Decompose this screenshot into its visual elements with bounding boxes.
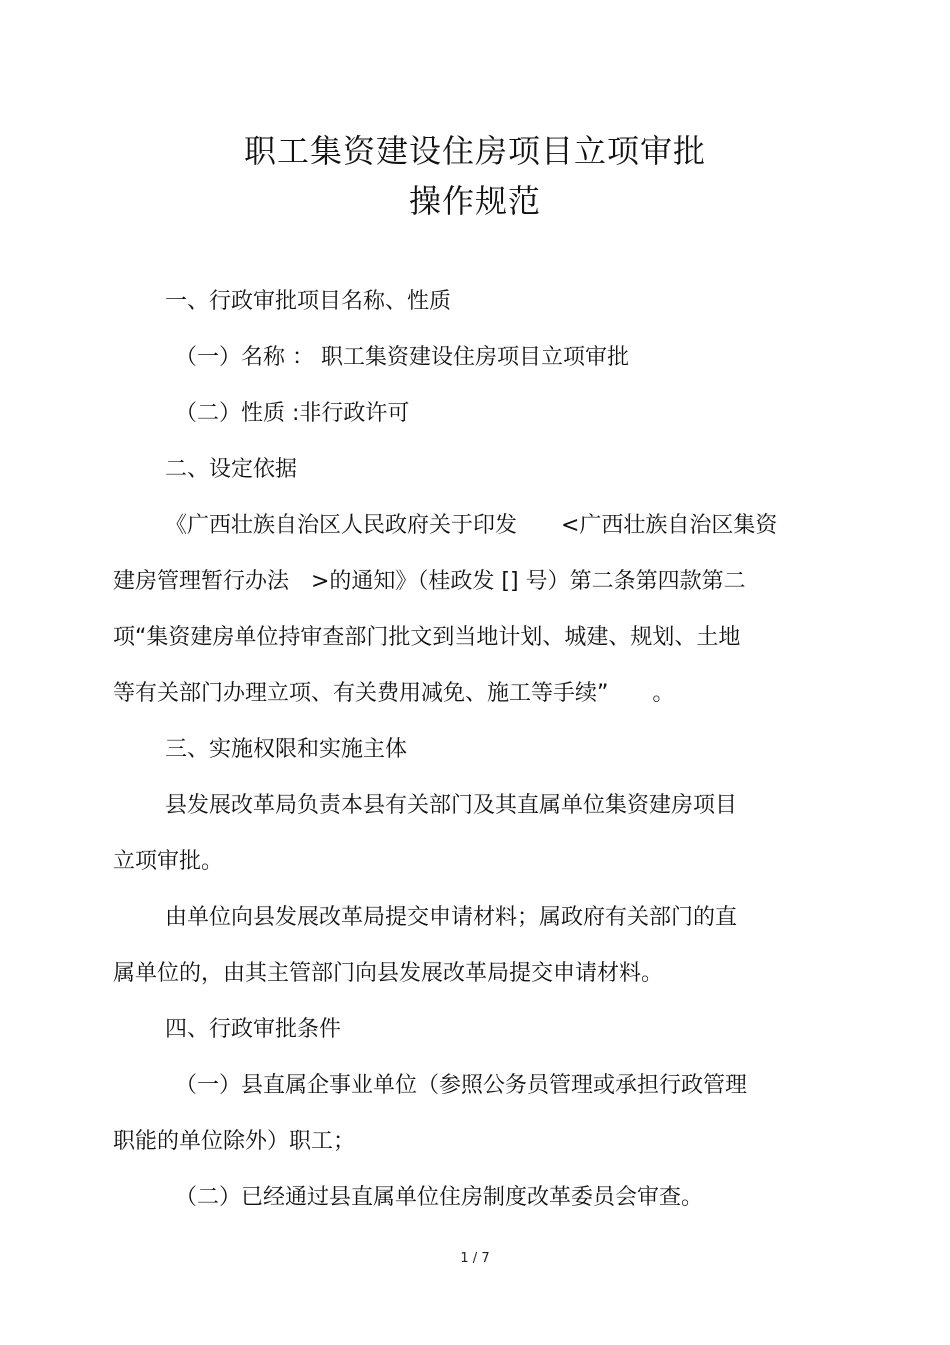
section-heading-1: 一、行政审批项目名称、性质 (165, 289, 452, 314)
paragraph-line: 等有关部门办理立项、有关费用减免、施工等手续” 。 (113, 681, 675, 706)
paragraph-line: 立项审批。 (113, 849, 224, 874)
paragraph-line: 属单位的，由其主管部门向县发展改革局提交申请材料。 (113, 961, 664, 986)
section-heading-2: 二、设定依据 (165, 457, 298, 482)
section-heading-4: 四、行政审批条件 (165, 1017, 342, 1042)
paragraph-line: 《广西壮族自治区人民政府关于印发 <广西壮族自治区集资 (165, 513, 778, 538)
paragraph-line: 由单位向县发展改革局提交申请材料；属政府有关部门的直 (165, 905, 738, 930)
paragraph-line: （二）性质 :非行政许可 (175, 401, 410, 426)
paragraph-line: 县发展改革局负责本县有关部门及其直属单位集资建房项目 (165, 793, 738, 818)
page-number: 1 / 7 (460, 1251, 490, 1266)
document-title-line-1: 职工集资建设住房项目立项审批 (243, 132, 706, 170)
paragraph-line: （一）名称 ： 职工集资建设住房项目立项审批 (175, 345, 629, 370)
document-title-line-2: 操作规范 (408, 182, 541, 220)
paragraph-line: （二）已经通过县直属单位住房制度改革委员会审查。 (175, 1185, 704, 1210)
paragraph-line: 建房管理暂行办法 >的通知》（桂政发 [] 号）第二条第四款第二 (113, 569, 746, 594)
paragraph-line: （一）县直属企事业单位（参照公务员管理或承担行政管理 (175, 1073, 748, 1098)
section-heading-3: 三、实施权限和实施主体 (165, 737, 408, 762)
paragraph-line: 职能的单位除外）职工； (113, 1129, 356, 1154)
paragraph-line: 项“集资建房单位持审查部门批文到当地计划、城建、规划、土地 (113, 625, 741, 650)
